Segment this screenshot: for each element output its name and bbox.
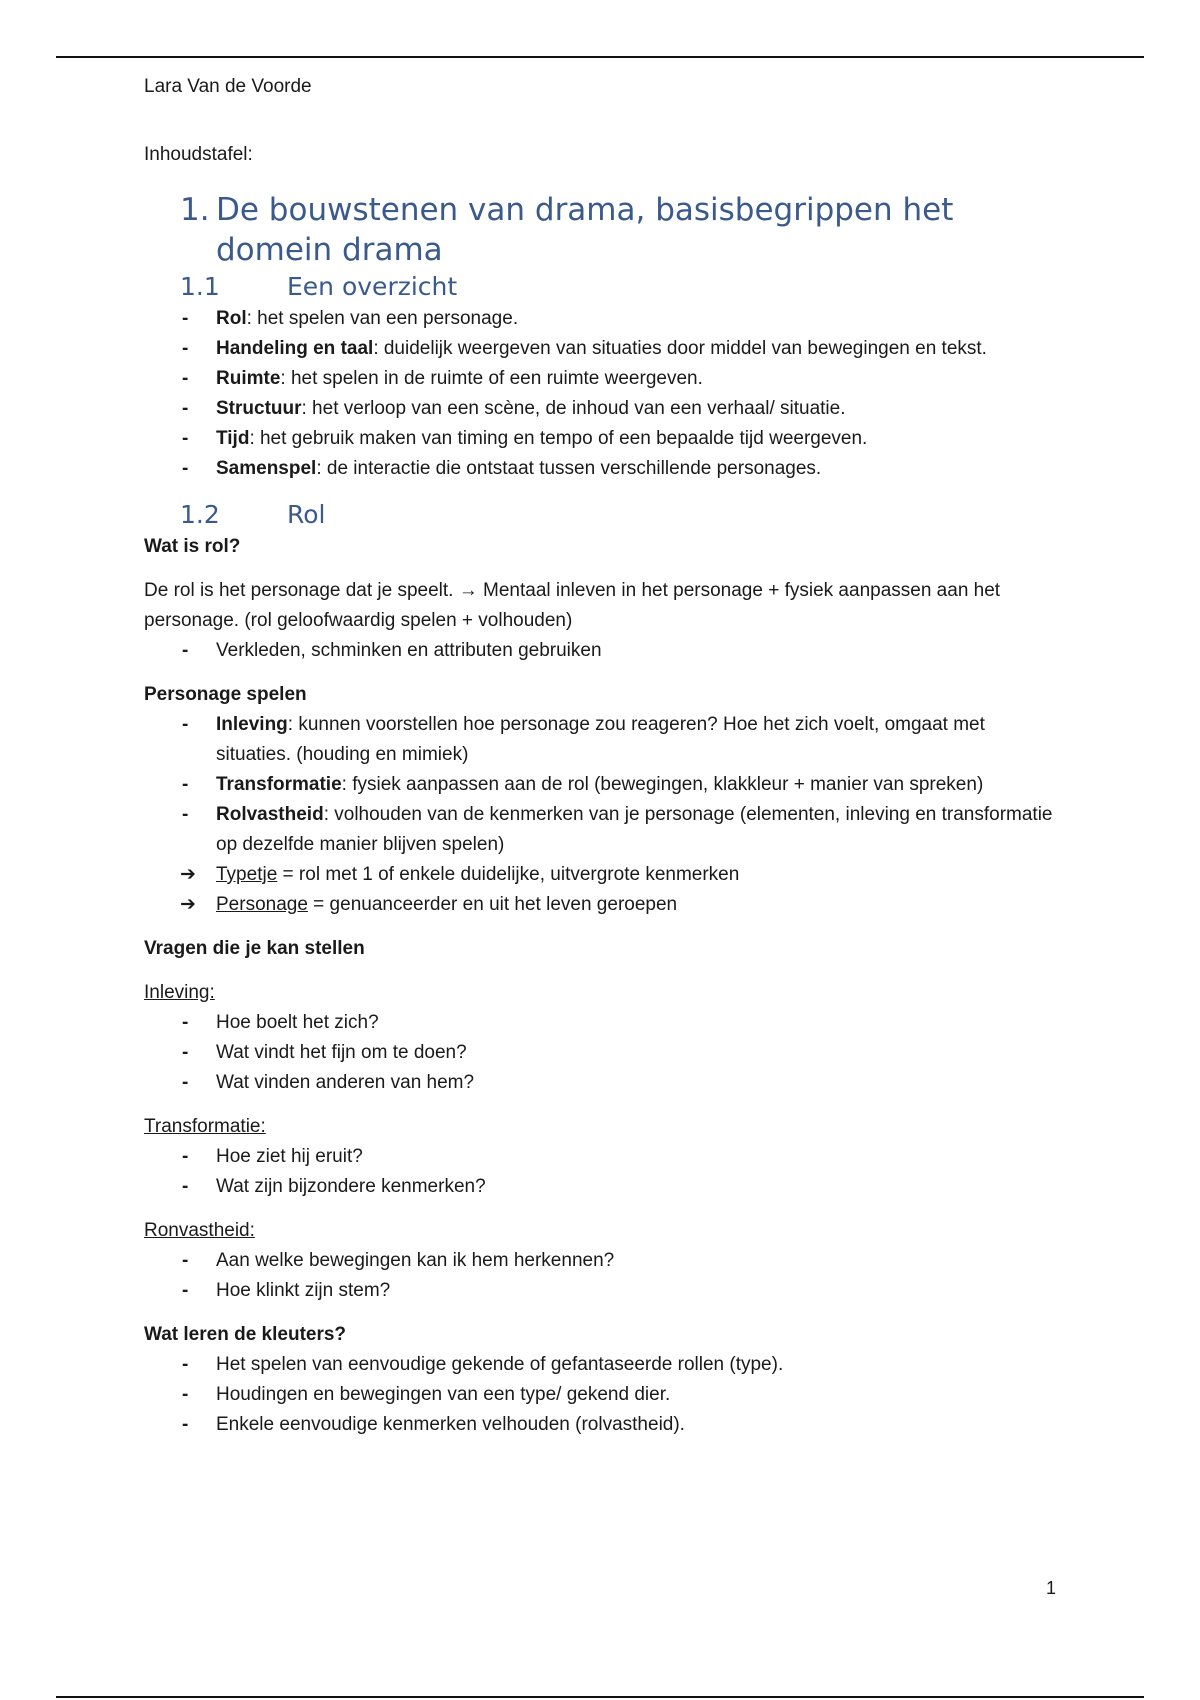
section-title: Rol [287, 500, 326, 529]
arrow-icon: ➔ [180, 894, 196, 915]
list-item: - Het spelen van eenvoudige gekende of gefantaseerde rollen (type). [144, 1350, 1064, 1380]
list-item: - Ruimte: het spelen in de ruimte of een ruimte weergeven. [144, 364, 1064, 394]
arrow-item-personage: ➔ Personage = genuanceerder en uit het leven geroepen [144, 890, 1064, 920]
learn-list [144, 1350, 1064, 1440]
learn-heading: Wat leren de kleuters? [144, 1324, 347, 1345]
list-item: - Structuur: het verloop van een scène, de inhoud van een verhaal/ situatie. [144, 394, 1064, 424]
list-item: - Wat vindt het fijn om te doen? [144, 1038, 1064, 1068]
ronvastheid-label: Ronvastheid: [144, 1220, 255, 1241]
list-item: - Aan welke bewegingen kan ik hem herkennen? [144, 1246, 1064, 1276]
list-item: - Tijd: het gebruik maken van timing en tempo of een bepaalde tijd weergeven. [144, 424, 1064, 454]
list-item: - Hoe ziet hij eruit? [144, 1142, 1064, 1172]
inleving-label: Inleving: [144, 982, 215, 1003]
list-item: - Rol: het spelen van een personage. [144, 304, 1064, 334]
list-item: - Verkleden, schminken en attributen gebruiken [144, 636, 1064, 666]
section-title: Een overzicht [287, 272, 458, 301]
list-item: - Samenspel: de interactie die ontstaat tussen verschillende personages. [144, 454, 1064, 484]
list-item: - Transformatie: fysiek aanpassen aan de rol (bewegingen, klakkleur + manier van spreken) [144, 770, 1064, 800]
arrow-item-typetje: ➔ Typetje = rol met 1 of enkele duidelijke, uitvergrote kenmerken [144, 860, 1064, 890]
list-item: - Wat vinden anderen van hem? [144, 1068, 1064, 1098]
list-item: - Inleving: kunnen voorstellen hoe personage zou reageren? Hoe het zich voelt, omgaat met situaties. (houding en mimiek) [144, 710, 1064, 770]
section-number: 1.2 [180, 500, 220, 529]
author-name: Lara Van de Voorde [144, 76, 312, 97]
section-heading-rol [144, 498, 1064, 532]
arrow-icon: ➔ [180, 864, 196, 885]
footer-rule [56, 1696, 1144, 1698]
questions-heading: Vragen die je kan stellen [144, 938, 365, 959]
inleving-questions [144, 1008, 1064, 1098]
section-number: 1.1 [180, 272, 220, 301]
chapter-heading [144, 190, 1064, 270]
toc-title: Inhoudstafel: [144, 144, 253, 165]
overview-list [144, 304, 1064, 484]
list-item: - Houdingen en bewegingen van een type/ gekend dier. [144, 1380, 1064, 1410]
page-number: 1 [1045, 1578, 1056, 1598]
list-item: - Handeling en taal: duidelijk weergeven van situaties door middel van bewegingen en tekst. [144, 334, 1064, 364]
list-item: - Rolvastheid: volhouden van de kenmerken van je personage (elementen, inleving en transformatie op dezelfde manier blijven spelen) [144, 800, 1064, 860]
rol-intro-paragraph: De rol is het personage dat je speelt. → Mentaal inleven in het personage + fysiek aanpassen aan het personage. (rol geloofwaardig spelen + volhouden) [144, 580, 1001, 631]
ronvastheid-questions [144, 1246, 1064, 1306]
transformatie-label: Transformatie: [144, 1116, 266, 1137]
chapter-title: De bouwstenen van drama, basisbegrippen het domein drama [216, 192, 954, 268]
list-item: - Hoe boelt het zich? [144, 1008, 1064, 1038]
header-rule [56, 56, 1144, 58]
list-item: - Wat zijn bijzondere kenmerken? [144, 1172, 1064, 1202]
chapter-number: 1. [180, 192, 210, 228]
what-is-rol-heading: Wat is rol? [144, 536, 241, 557]
intro-list [144, 636, 1064, 666]
list-item: - Hoe klinkt zijn stem? [144, 1276, 1064, 1306]
transformatie-questions [144, 1142, 1064, 1202]
personage-list [144, 710, 1064, 860]
personage-spelen-heading: Personage spelen [144, 684, 307, 705]
list-item: - Enkele eenvoudige kenmerken velhouden (rolvastheid). [144, 1410, 1064, 1440]
section-heading-overview [144, 270, 1064, 304]
document-body [144, 72, 1064, 1440]
